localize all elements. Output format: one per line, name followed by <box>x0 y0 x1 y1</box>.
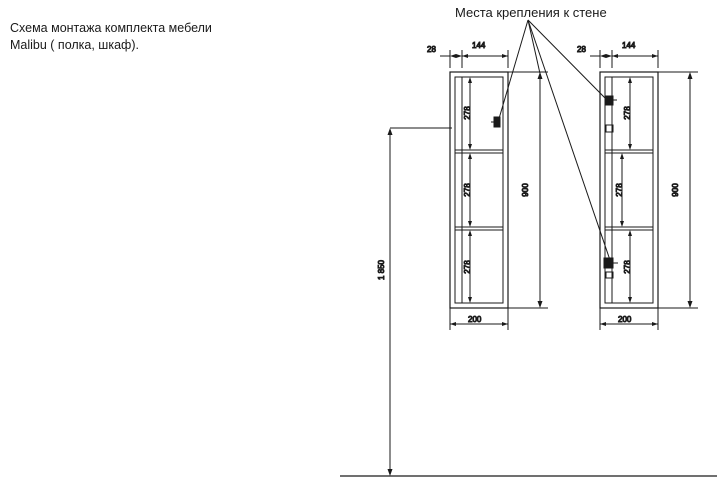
left-shelf-3-label: 278 <box>463 260 472 274</box>
left-width-200-label: 200 <box>468 315 482 324</box>
right-dim-144 <box>612 50 658 68</box>
right-width-200-label: 200 <box>618 315 632 324</box>
left-shelf-2-label: 278 <box>463 183 472 197</box>
left-dim-28 <box>440 50 472 68</box>
left-dim-28-label: 28 <box>427 45 436 54</box>
floor-dim-1850-label: 1 850 <box>377 259 386 281</box>
left-cabinet-body <box>450 72 508 308</box>
left-shelf-1-label: 278 <box>463 106 472 120</box>
right-dim-28 <box>590 50 622 68</box>
left-height-900-label: 900 <box>521 183 530 197</box>
left-dim-144 <box>462 50 508 68</box>
right-shelf-1-label: 278 <box>623 106 632 120</box>
right-dim-144-label: 144 <box>622 41 636 50</box>
title-line-1: Схема монтажа комплекта мебели <box>10 21 212 35</box>
title-line-2: Malibu ( полка, шкаф). <box>10 38 139 52</box>
right-shelf-2-label: 278 <box>615 183 624 197</box>
right-height-900-label: 900 <box>671 183 680 197</box>
right-dim-28-label: 28 <box>577 45 586 54</box>
floor-dimension-1850 <box>340 128 717 476</box>
right-shelf-3-label: 278 <box>623 260 632 274</box>
wall-mount-heading: Места крепления к стене <box>455 5 607 20</box>
left-dim-144-label: 144 <box>472 41 486 50</box>
